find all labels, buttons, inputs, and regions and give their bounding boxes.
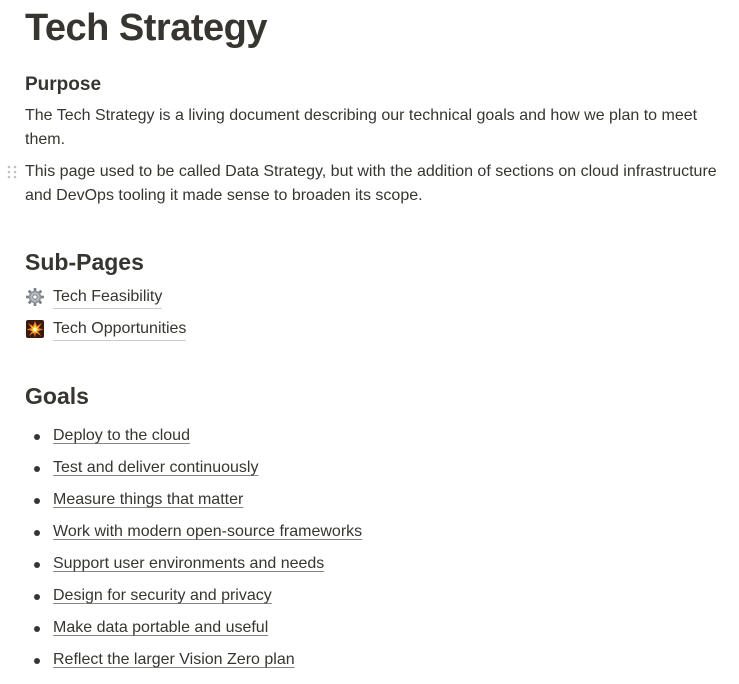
goal-link[interactable]: Design for security and privacy	[53, 587, 272, 604]
bullet-icon	[34, 434, 40, 440]
gear-icon	[25, 286, 53, 308]
subpage-label: Tech Opportunities	[53, 318, 186, 341]
list-item	[25, 548, 334, 580]
explosion-icon	[25, 318, 53, 340]
goals-list	[25, 420, 363, 676]
purpose-paragraph-2: This page used to be called Data Strategy, but with the addition of sections on cloud infrastructure and DevOps tooling it made sense to broaden its scope.	[25, 163, 717, 204]
goal-link[interactable]: Work with modern open-source frameworks	[53, 523, 363, 540]
goal-link[interactable]: Measure things that matter	[53, 491, 244, 508]
bullet-icon	[34, 530, 40, 536]
goal-link[interactable]: Reflect the larger Vision Zero plan	[53, 651, 295, 668]
subpage-link-tech-feasibility[interactable]	[25, 284, 162, 310]
list-item	[25, 644, 334, 676]
list-item	[25, 612, 334, 644]
bullet-icon	[34, 466, 40, 472]
goal-link[interactable]: Support user environments and needs	[53, 555, 325, 572]
goals-heading: Goals	[25, 383, 89, 409]
subpage-label: Tech Feasibility	[53, 286, 162, 309]
bullet-icon	[34, 626, 40, 632]
subpage-link-tech-opportunities[interactable]	[25, 316, 186, 342]
bullet-icon	[34, 658, 40, 664]
bullet-icon	[34, 562, 40, 568]
drag-handle-icon[interactable]	[6, 164, 18, 180]
list-item	[25, 516, 363, 548]
purpose-paragraph-2-block	[25, 160, 725, 208]
subpages-heading: Sub-Pages	[25, 249, 144, 275]
list-item	[25, 580, 334, 612]
bullet-icon	[34, 594, 40, 600]
bullet-icon	[34, 498, 40, 504]
list-item	[25, 452, 334, 484]
goal-link[interactable]: Deploy to the cloud	[53, 427, 190, 444]
purpose-heading: Purpose	[25, 74, 102, 95]
goal-link[interactable]: Make data portable and useful	[53, 619, 269, 636]
list-item	[25, 420, 334, 452]
goal-link[interactable]: Test and deliver continuously	[53, 459, 259, 476]
page-title: Tech Strategy	[25, 7, 267, 49]
purpose-paragraph-1: The Tech Strategy is a living document describing our technical goals and how we plan to meet them.	[25, 107, 698, 148]
list-item	[25, 484, 334, 516]
